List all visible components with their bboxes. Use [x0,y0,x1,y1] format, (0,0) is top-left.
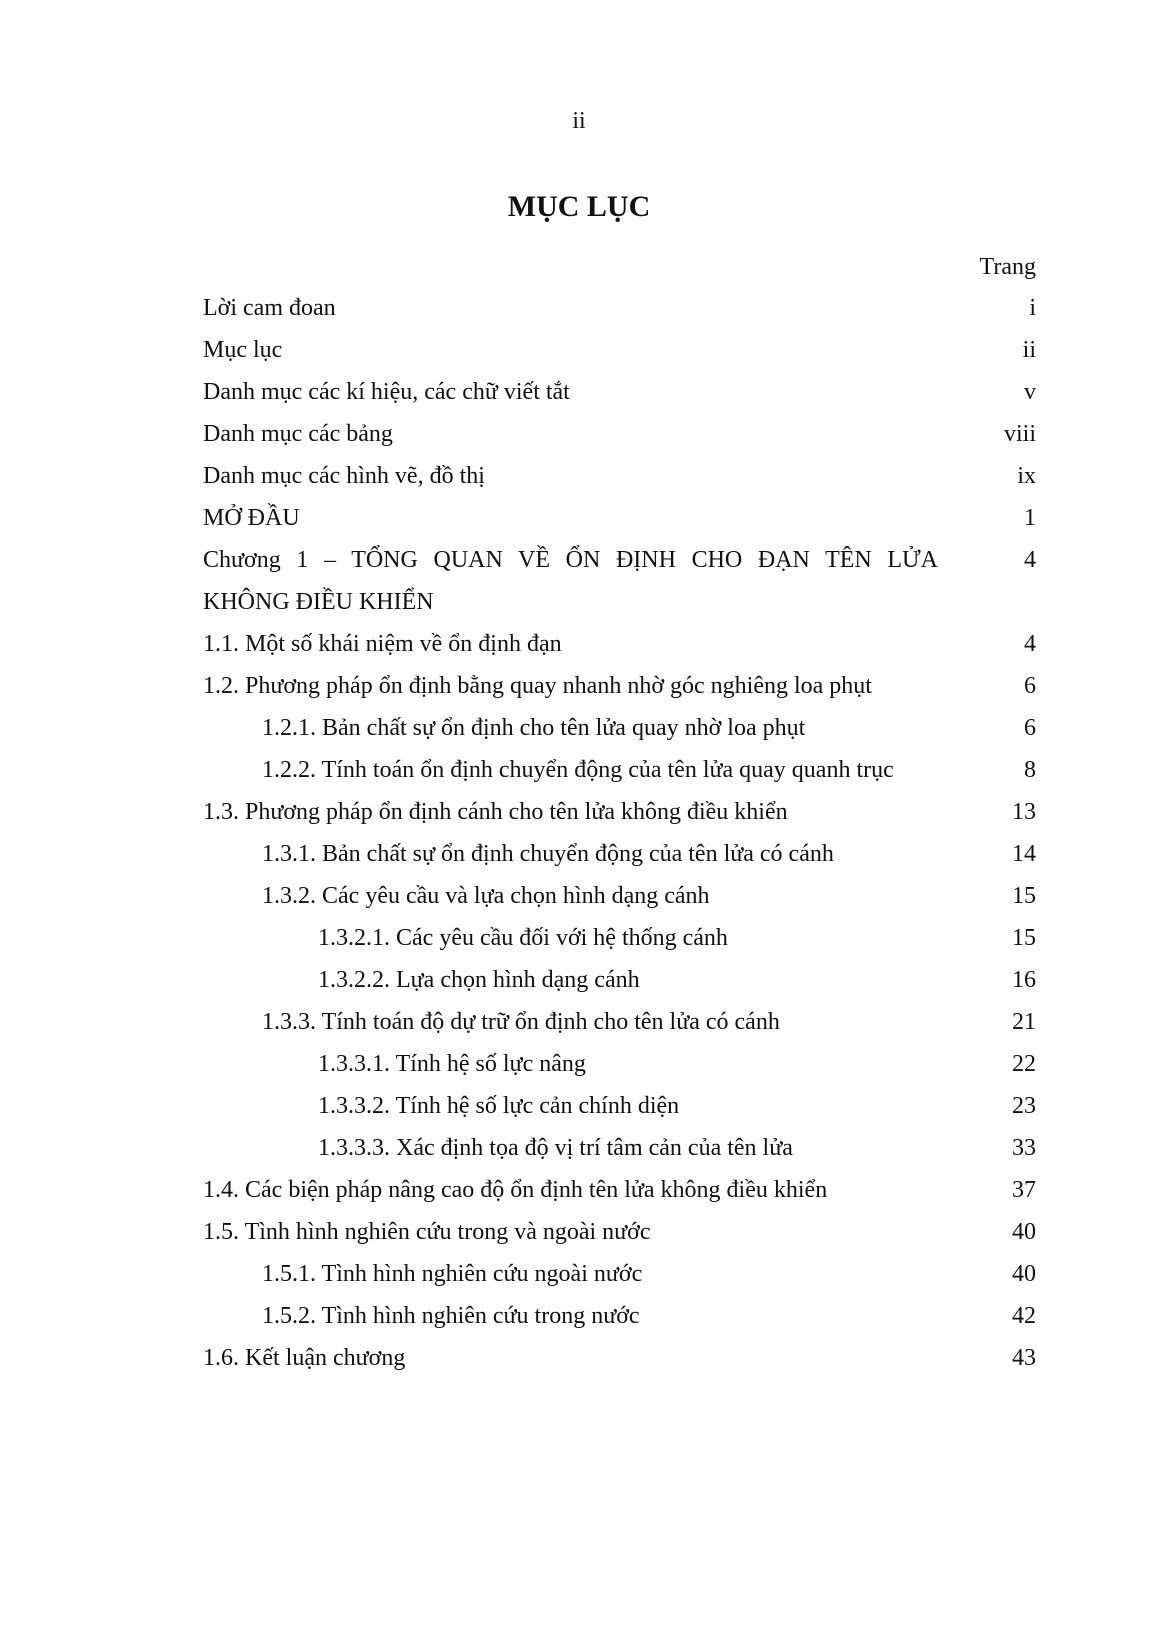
toc-entry-page: 40 [1012,1261,1036,1287]
toc-entry-label: MỞ ĐẦU [203,505,300,531]
toc-entry[interactable] [0,1132,1158,1164]
toc-entry-page: 13 [1012,799,1036,825]
toc-entry-label: 1.5. Tình hình nghiên cứu trong và ngoài nước [203,1219,651,1245]
toc-entry[interactable] [0,292,1158,324]
toc-entry-page: 23 [1012,1093,1036,1119]
toc-entry-page: 33 [1012,1135,1036,1161]
toc-entry-label: Mục lục [203,337,283,363]
toc-entry-label: KHÔNG ĐIỀU KHIỂN [203,589,434,615]
toc-entry-label: Danh mục các kí hiệu, các chữ viết tắt [203,379,570,405]
toc-entry-label: 1.5.1. Tình hình nghiên cứu ngoài nước [262,1261,643,1287]
toc-entry-page: 4 [1024,631,1036,657]
toc-entry[interactable] [0,838,1158,870]
toc-entry-page: 6 [1024,673,1036,699]
toc-entry-chapter-continuation[interactable] [0,586,1158,618]
toc-entry-page: 42 [1012,1303,1036,1329]
toc-entry-page: 14 [1012,841,1036,867]
toc-entry-page: 37 [1012,1177,1036,1203]
toc-entry[interactable] [0,1048,1158,1080]
toc-entry-page: 21 [1012,1009,1036,1035]
toc-entry[interactable] [0,796,1158,828]
toc-entry[interactable] [0,1300,1158,1332]
toc-entry[interactable] [0,502,1158,534]
toc-entry[interactable] [0,460,1158,492]
toc-entry-label: 1.3. Phương pháp ổn định cánh cho tên lửa không điều khiển [203,799,788,825]
toc-entry-label: Danh mục các hình vẽ, đồ thị [203,463,485,489]
toc-entry[interactable] [0,376,1158,408]
toc-entry-label: Chương 1 – TỔNG QUAN VỀ ỔN ĐỊNH CHO ĐẠN TÊN LỬA [203,547,938,573]
toc-entry-page: ix [1017,463,1036,489]
toc-entry-page: viii [1003,421,1036,447]
toc-entry-label: 1.3.1. Bản chất sự ổn định chuyển động của tên lửa có cánh [262,841,834,867]
toc-entry[interactable] [0,334,1158,366]
page-column-header: Trang [979,254,1036,280]
toc-entry-label: 1.3.2.2. Lựa chọn hình dạng cánh [318,967,640,993]
toc-entry-label: 1.3.3.2. Tính hệ số lực cản chính diện [318,1093,680,1119]
toc-entry[interactable] [0,964,1158,996]
toc-entry-page: 22 [1012,1051,1036,1077]
toc-entry-label: 1.3.2.1. Các yêu cầu đối với hệ thống cánh [318,925,728,951]
toc-entry-page: 15 [1012,925,1036,951]
toc-entry-label: Lời cam đoan [203,295,336,321]
toc-entry-page: ii [1022,337,1036,363]
toc-entry-label: 1.4. Các biện pháp nâng cao độ ổn định tên lửa không điều khiển [203,1177,828,1203]
toc-entry-label: 1.3.3.3. Xác định tọa độ vị trí tâm cản của tên lửa [318,1135,793,1161]
toc-entry-page: 15 [1012,883,1036,909]
toc-entry[interactable] [0,922,1158,954]
toc-entry-label: 1.3.2. Các yêu cầu và lựa chọn hình dạng cánh [262,883,710,909]
toc-entry-label: 1.3.3.1. Tính hệ số lực nâng [318,1051,586,1077]
toc-entry-page: 40 [1012,1219,1036,1245]
toc-entry[interactable] [0,712,1158,744]
toc-entry-label: 1.5.2. Tình hình nghiên cứu trong nước [262,1303,640,1329]
toc-entry[interactable] [0,1174,1158,1206]
toc-entry-label: 1.2.2. Tính toán ổn định chuyển động của tên lửa quay quanh trục [262,757,894,783]
toc-entry-label: 1.2. Phương pháp ổn định bằng quay nhanh nhờ góc nghiêng loa phụt [203,673,872,699]
toc-entry[interactable] [0,1216,1158,1248]
toc-entry[interactable] [0,628,1158,660]
toc-entry[interactable] [0,1006,1158,1038]
page-number: ii [572,108,586,134]
toc-entry[interactable] [0,670,1158,702]
toc-entry-page: 16 [1012,967,1036,993]
toc-entry-label: Danh mục các bảng [203,421,393,447]
toc-entry-chapter[interactable] [0,544,1158,576]
toc-entry-page: 8 [1024,757,1036,783]
toc-entry[interactable] [0,880,1158,912]
toc-entry-label: 1.2.1. Bản chất sự ổn định cho tên lửa quay nhờ loa phụt [262,715,806,741]
toc-entry-page: i [1029,295,1036,321]
toc-entry-label: 1.3.3. Tính toán độ dự trữ ổn định cho tên lửa có cánh [262,1009,780,1035]
toc-entry-label: 1.1. Một số khái niệm về ổn định đạn [203,631,562,657]
page-title: MỤC LỤC [507,190,651,223]
toc-entry[interactable] [0,754,1158,786]
toc-entry[interactable] [0,1090,1158,1122]
toc-entry-page: v [1024,379,1036,405]
toc-entry-page: 1 [1024,505,1036,531]
toc-entry[interactable] [0,1258,1158,1290]
toc-entry-page: 4 [1024,547,1036,573]
toc-entry[interactable] [0,418,1158,450]
toc-entry[interactable] [0,1342,1158,1374]
toc-entry-page: 43 [1012,1345,1036,1371]
toc-entry-label: 1.6. Kết luận chương [203,1345,406,1371]
toc-entry-page: 6 [1024,715,1036,741]
